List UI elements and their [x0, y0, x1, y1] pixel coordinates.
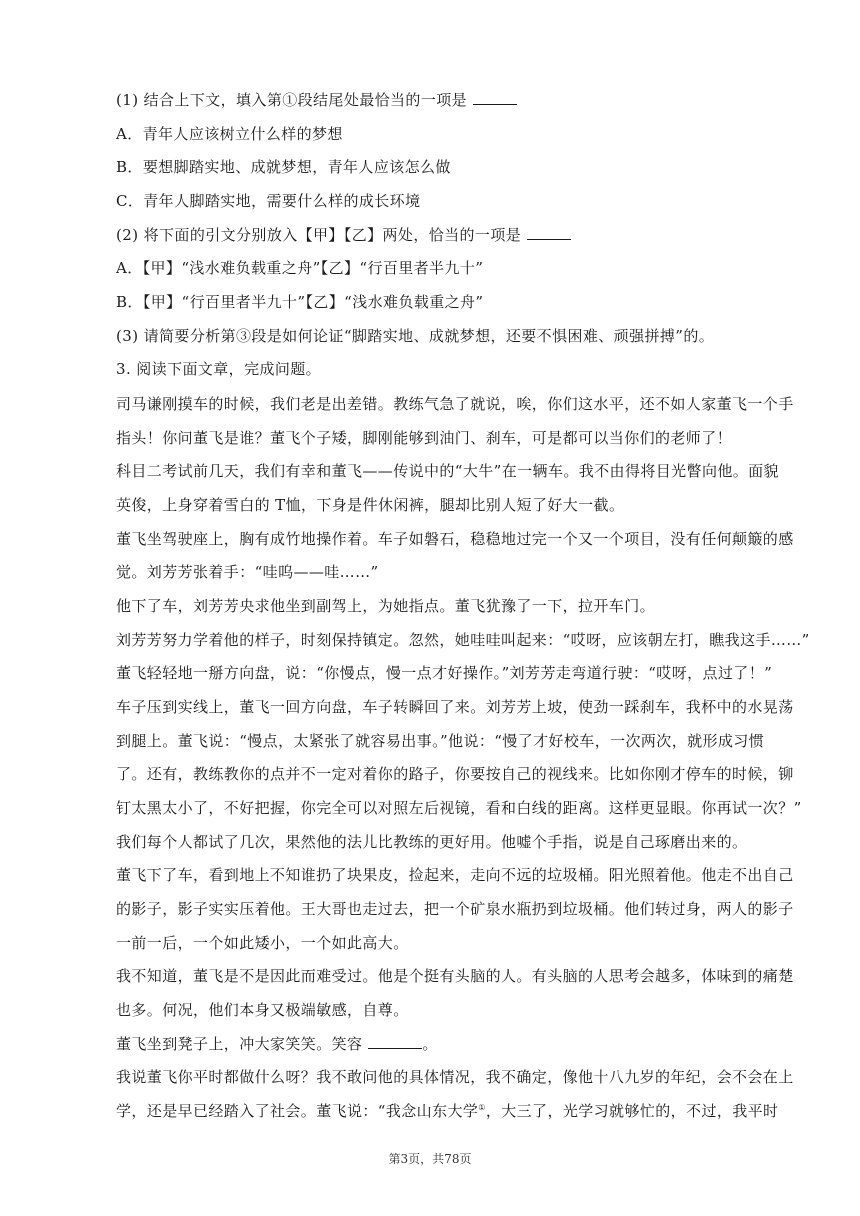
- question-1-option-c: C．青年人脚踏实地，需要什么样的成长环境: [116, 192, 421, 210]
- passage-line: 司马谦刚摸车的时候，我们老是出差错。教练气急了就说，唉，你们这水平，还不如人家董飞一个手: [116, 395, 794, 413]
- section-3-heading: 3. 阅读下面文章，完成问题。: [116, 360, 322, 378]
- passage-line: 我不知道，董飞是不是因此而难受过。他是个挺有头脑的人。有头脑的人思考会越多，体味到的痛楚: [116, 967, 794, 985]
- passage-line: 他下了车，刘芳芳央求他坐到副驾上，为她指点。董飞犹豫了一下，拉开车门。: [116, 597, 656, 615]
- passage-line: 董飞轻轻地一掰方向盘，说：“你慢点，慢一点才好操作。”刘芳芳走弯道行驶：“哎呀，点过了！”: [116, 664, 773, 682]
- passage-line: 指头！你问董飞是谁？董飞个子矮，脚刚能够到油门、刹车，可是都可以当你们的老师了！: [116, 429, 733, 447]
- passage-line: 钉太黑太小了，不好把握，你完全可以对照左后视镜，看和白线的距离。这样更显眼。你再试一次？”: [116, 799, 802, 817]
- passage-line: 到腿上。董飞说：“慢点，太紧张了就容易出事。”他说：“慢了才好校车，一次两次，就形成习惯: [116, 732, 765, 750]
- passage-line: 了。还有，教练教你的点并不一定对着你的路子，你要按自己的视线来。比如你刚才停车的时候，铆: [116, 765, 794, 783]
- passage-line: 我说董飞你平时都做什么呀？我不敢问他的具体情况，我不确定，像他十八九岁的年纪，会不会在上: [116, 1068, 794, 1086]
- passage-line: 一前一后，一个如此矮小，一个如此高大。: [116, 934, 409, 952]
- question-2-option-a: A．【甲】“浅水难负载重之舟”【乙】“行百里者半九十”: [116, 259, 484, 277]
- passage-line: 也多。何况，他们本身又极端敏感，自尊。: [116, 1001, 409, 1019]
- question-1-option-a: A．青年人应该树立什么样的梦想: [116, 125, 343, 143]
- question-2-option-b: B．【甲】“行百里者半九十”【乙】“浅水难负载重之舟”: [116, 293, 484, 311]
- passage-line: 董飞坐驾驶座上，胸有成竹地操作着。车子如磐石，稳稳地过完一个又一个项目，没有任何颠簸的感: [116, 530, 794, 548]
- passage-line: 刘芳芳努力学着他的样子，时刻保持镇定。忽然，她哇哇叫起来：“哎呀，应该朝左打，瞧我这手……”: [116, 631, 810, 649]
- passage-line: 我们每个人都试了几次，果然他的法儿比教练的更好用。他嘘个手指，说是自己琢磨出来的。: [116, 833, 748, 851]
- footnote-marker: ①: [478, 1103, 486, 1112]
- question-2-stem: (2) 将下面的引文分别放入【甲】【乙】两处，恰当的一项是: [116, 225, 776, 245]
- passage-line: 科目二考试前几天，我们有幸和董飞——传说中的“大牛”在一辆车。我不由得将目光瞥向他。面貌: [116, 462, 779, 480]
- passage-line: 的影子，影子实实压着他。王大哥也走过去，把一个矿泉水瓶扔到垃圾桶。他们转过身，两人的影子: [116, 900, 794, 918]
- answer-blank: [473, 90, 517, 105]
- question-3-stem: (3) 请简要分析第③段是如何论证“脚踏实地、成就梦想，还要不惧困难、顽强拼搏”的。: [116, 327, 715, 345]
- answer-blank: [527, 225, 571, 240]
- passage-line: 英俊，上身穿着雪白的 T恤，下身是件休闲裤，腿却比别人短了好大一截。: [116, 496, 625, 514]
- page-footer: 第3页，共78页: [388, 1152, 472, 1166]
- passage-line: 车子压到实线上，董飞一回方向盘，车子转瞬回了来。刘芳芳上坡，使劲一踩刹车，我杯中的水晃荡: [116, 698, 794, 716]
- passage-line: 董飞下了车，看到地上不知谁扔了块果皮，捡起来，走向不远的垃圾桶。阳光照着他。他走不出自己: [116, 866, 794, 884]
- answer-blank: [368, 1034, 422, 1049]
- question-1-stem: (1) 结合上下文，填入第①段结尾处最恰当的一项是: [116, 90, 776, 110]
- passage-line: 学，还是早已经踏入了社会。董飞说：“我念山东大学①，大三了，光学习就够忙的，不过，我平时: [116, 1102, 779, 1120]
- passage-line: 董飞坐到凳子上，冲大家笑笑。笑容 。: [116, 1035, 438, 1053]
- passage-line: 觉。刘芳芳张着手：“哇呜——哇……”: [116, 563, 379, 581]
- question-1-option-b: B．要想脚踏实地、成就梦想，青年人应该怎么做: [116, 158, 451, 176]
